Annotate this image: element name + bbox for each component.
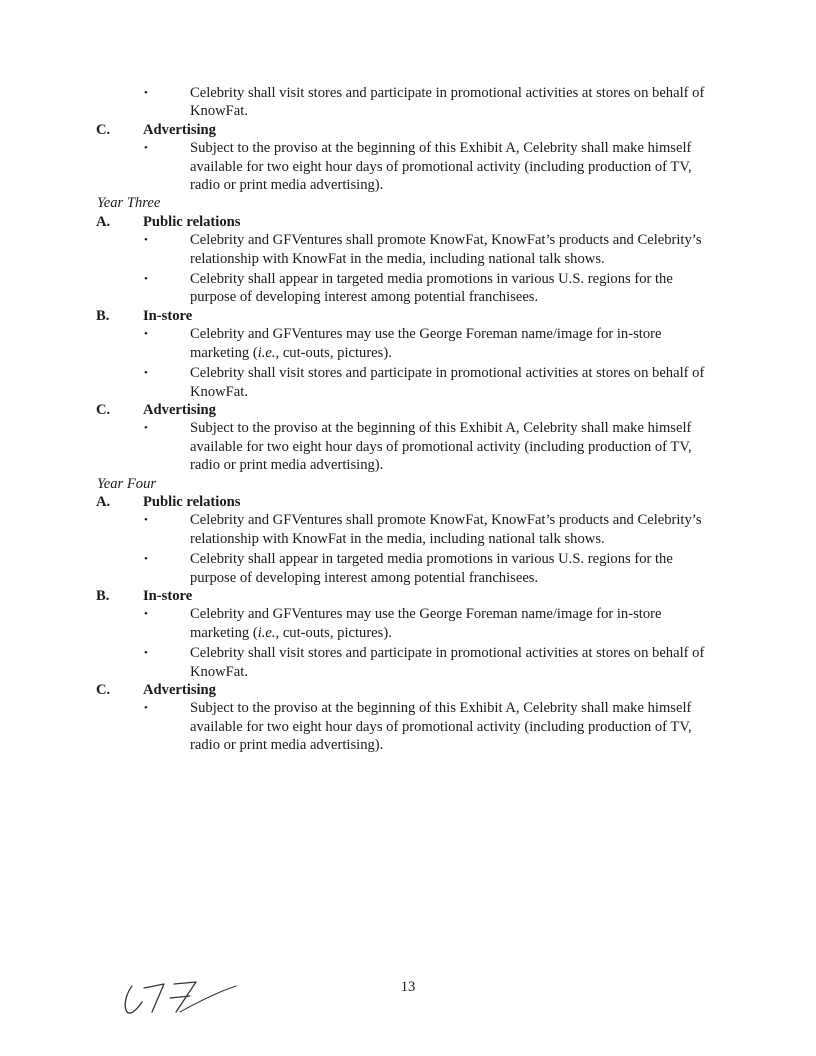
section-letter: A. [96,493,111,510]
section-title: In-store [143,587,193,604]
list-item: • Celebrity shall visit stores and participate in promotional activities at stores on behalf of KnowFat. [190,644,710,681]
list-item-text: Celebrity and GFVentures may use the George Foreman name/image for in-store marketing ( [190,606,662,641]
section-letter: B. [96,587,110,604]
list-item-emphasis: i.e. [257,624,276,641]
section-letter: C. [96,401,111,418]
section-letter: A. [96,213,111,230]
list-item-text: , cut-outs, pictures). [275,344,392,361]
list-item [190,325,710,362]
page-number: 13 [400,979,416,995]
list-item [190,605,710,642]
list-item: • Celebrity and GFVentures shall promote KnowFat, KnowFat’s products and Celebrity’s relationship with KnowFat in the media, including national talk shows. [190,231,710,268]
section-title: Public relations [143,213,241,230]
section-advertising [0,121,816,139]
section-in-store [0,307,816,325]
section-advertising [0,681,816,699]
list-item: • Subject to the proviso at the beginning of this Exhibit A, Celebrity shall make himself available for two eight hour days of promotional activity (including production of TV, radio or print media advertising). [190,699,710,754]
section-letter: C. [96,121,111,138]
list-item: • Subject to the proviso at the beginning of this Exhibit A, Celebrity shall make himself available for two eight hour days of promotional activity (including production of TV, radio or print media advertising). [190,419,710,474]
list-item: • Subject to the proviso at the beginning of this Exhibit A, Celebrity shall make himself available for two eight hour days of promotional activity (including production of TV, radio or print media advertising). [190,139,710,194]
year-heading: Year Three [97,195,161,212]
list-item: • Celebrity shall appear in targeted media promotions in various U.S. regions for the purpose of developing interest among potential franchisees. [190,270,710,307]
section-title: Advertising [143,682,216,698]
section-title: Advertising [143,401,216,418]
section-advertising [0,401,816,419]
list-item: • Celebrity shall visit stores and participate in promotional activities at stores on behalf of KnowFat. [190,84,710,121]
section-public-relations [0,213,816,231]
section-in-store [0,587,816,605]
section-title: Public relations [143,493,241,510]
list-item-emphasis: i.e. [257,344,276,361]
list-item: • Celebrity shall visit stores and participate in promotional activities at stores on behalf of KnowFat. [190,364,710,401]
section-public-relations [0,493,816,511]
year-heading: Year Four [97,475,157,492]
document-page [0,84,816,755]
section-title: Advertising [143,121,216,138]
list-item: • Celebrity and GFVentures shall promote KnowFat, KnowFat’s products and Celebrity’s relationship with KnowFat in the media, including national talk shows. [190,511,710,548]
list-item-text: , cut-outs, pictures). [275,624,392,641]
section-letter: C. [96,682,111,698]
list-item-text: Celebrity and GFVentures may use the George Foreman name/image for in-store marketing ( [190,326,662,361]
section-title: In-store [143,307,193,324]
list-item: • Celebrity shall appear in targeted media promotions in various U.S. regions for the purpose of developing interest among potential franchisees. [190,550,710,587]
section-letter: B. [96,307,110,324]
